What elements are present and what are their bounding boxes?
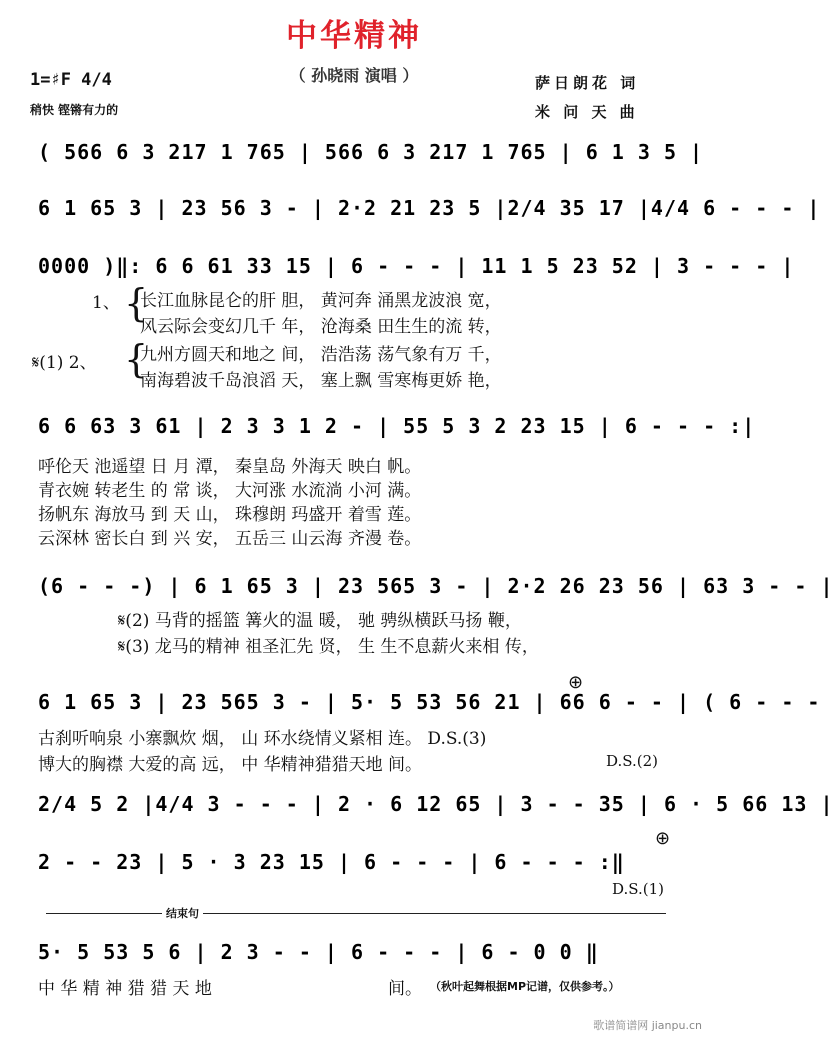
lyric-end-words: 中 华 精 神 猎 猎 天 地 (38, 979, 212, 999)
score-row-1: ( 566 6 3 217 1 765 | 566 6 3 217 1 765 | 6 1 3 5 | (38, 140, 704, 164)
verse-1-line-2: 风云际会变幻几千 年， 沧海桑 田生生的流 转， (140, 317, 502, 337)
composer-credit: 米 问 天 曲 (535, 103, 639, 121)
transcription-note: （秋叶起舞根据MP记谱，仅供参考。） (430, 980, 620, 993)
lyric-a-2: 青衣婉 转老生 的 常 谈， 大河涨 水流淌 小河 满。 (38, 481, 422, 501)
score-row-4: 6 6 63 3 61 | 2 3 3 1 2 - | 55 5 3 2 23 15 | 6 - - - :| (38, 414, 756, 438)
lyric-b-2: 𝄋(3) 龙马的精神 祖圣汇先 贤， 生 生不息薪火来相 传， (118, 637, 539, 657)
verse-2-number: 𝄋(1) 2、 (32, 353, 97, 373)
verse-2-line-2: 南海碧波千岛浪滔 天， 塞上飘 雪寒梅更娇 艳， (140, 371, 502, 391)
lyric-a-3: 扬帆东 海放马 到 天 山， 珠穆朗 玛盛开 着雪 莲。 (38, 505, 422, 525)
lyric-a-4: 云深林 密长白 到 兴 安， 五岳三 山云海 齐漫 卷。 (38, 529, 422, 549)
verse-2-brace: { (124, 337, 149, 381)
lyric-c-2: 博大的胸襟 大爱的高 远， 中 华精神猎猎天地 间。 (38, 755, 423, 775)
coda-sign-2-icon: ⊕ (655, 828, 671, 849)
verse-1-number: 1、 (92, 293, 120, 313)
lyric-a-1: 呼伦天 池遥望 日 月 潭， 秦皇岛 外海天 映白 帆。 (38, 457, 422, 477)
ending-line (46, 913, 666, 914)
lyric-c-1: 古刹听响泉 小寨飘炊 烟， 山 环水绕情义紧相 连。 D.S.(3) (38, 729, 487, 749)
tempo-marking: 稍快 铿锵有力的 (30, 103, 119, 117)
lyric-end-last: 间。 (388, 979, 422, 999)
song-title: 中华精神 (286, 18, 422, 54)
coda-sign-icon: ⊕ (568, 672, 584, 693)
score-row-5: (6 - - -) | 6 1 65 3 | 23 565 3 - | 2·2 26 23 56 | 63 3 - - | (38, 574, 834, 598)
score-row-8: 2 - - 23 | 5 · 3 23 15 | 6 - - - | 6 - - - :‖ (38, 850, 625, 874)
verse-1-line-1: 长江血脉昆仑的肝 胆， 黄河奔 涌黑龙波浪 宽， (140, 291, 502, 311)
verse-1-brace: { (124, 281, 149, 325)
watermark: 歌谱简谱网 jianpu.cn (593, 1019, 702, 1032)
verse-2-line-1: 九州方圆天和地之 间， 浩浩荡 荡气象有万 千， (140, 345, 502, 365)
song-subtitle: （ 孙晓雨 演唱 ） (289, 66, 419, 85)
score-row-9: 5· 5 53 5 6 | 2 3 - - | 6 - - - | 6 - 0 0 ‖ (38, 940, 599, 964)
ds-2-mark: D.S.(2) (606, 752, 659, 770)
lyric-b-1: 𝄋(2) 马背的摇篮 篝火的温 暖， 驰 骋纵横跃马扬 鞭， (118, 611, 522, 631)
score-row-6: 6 1 65 3 | 23 565 3 - | 5· 5 53 56 21 | 66 6 - - | ( 6 - - - (38, 690, 821, 714)
score-row-3: 0000 )‖: 6 6 61 33 15 | 6 - - - | 11 1 5 23 52 | 3 - - - | (38, 254, 795, 278)
score-row-2: 6 1 65 3 | 23 56 3 - | 2·2 21 23 5 |2/4 35 17 |4/4 6 - - - | (38, 196, 821, 220)
ds-1-mark: D.S.(1) (612, 880, 665, 898)
key-signature: 1=♯F 4/4 (30, 70, 112, 90)
ending-label: 结束句 (162, 905, 203, 921)
score-row-7: 2/4 5 2 |4/4 3 - - - | 2 · 6 12 65 | 3 - - 35 | 6 · 5 66 13 | (38, 792, 834, 816)
lyricist-credit: 萨日朗花 词 (535, 74, 640, 92)
